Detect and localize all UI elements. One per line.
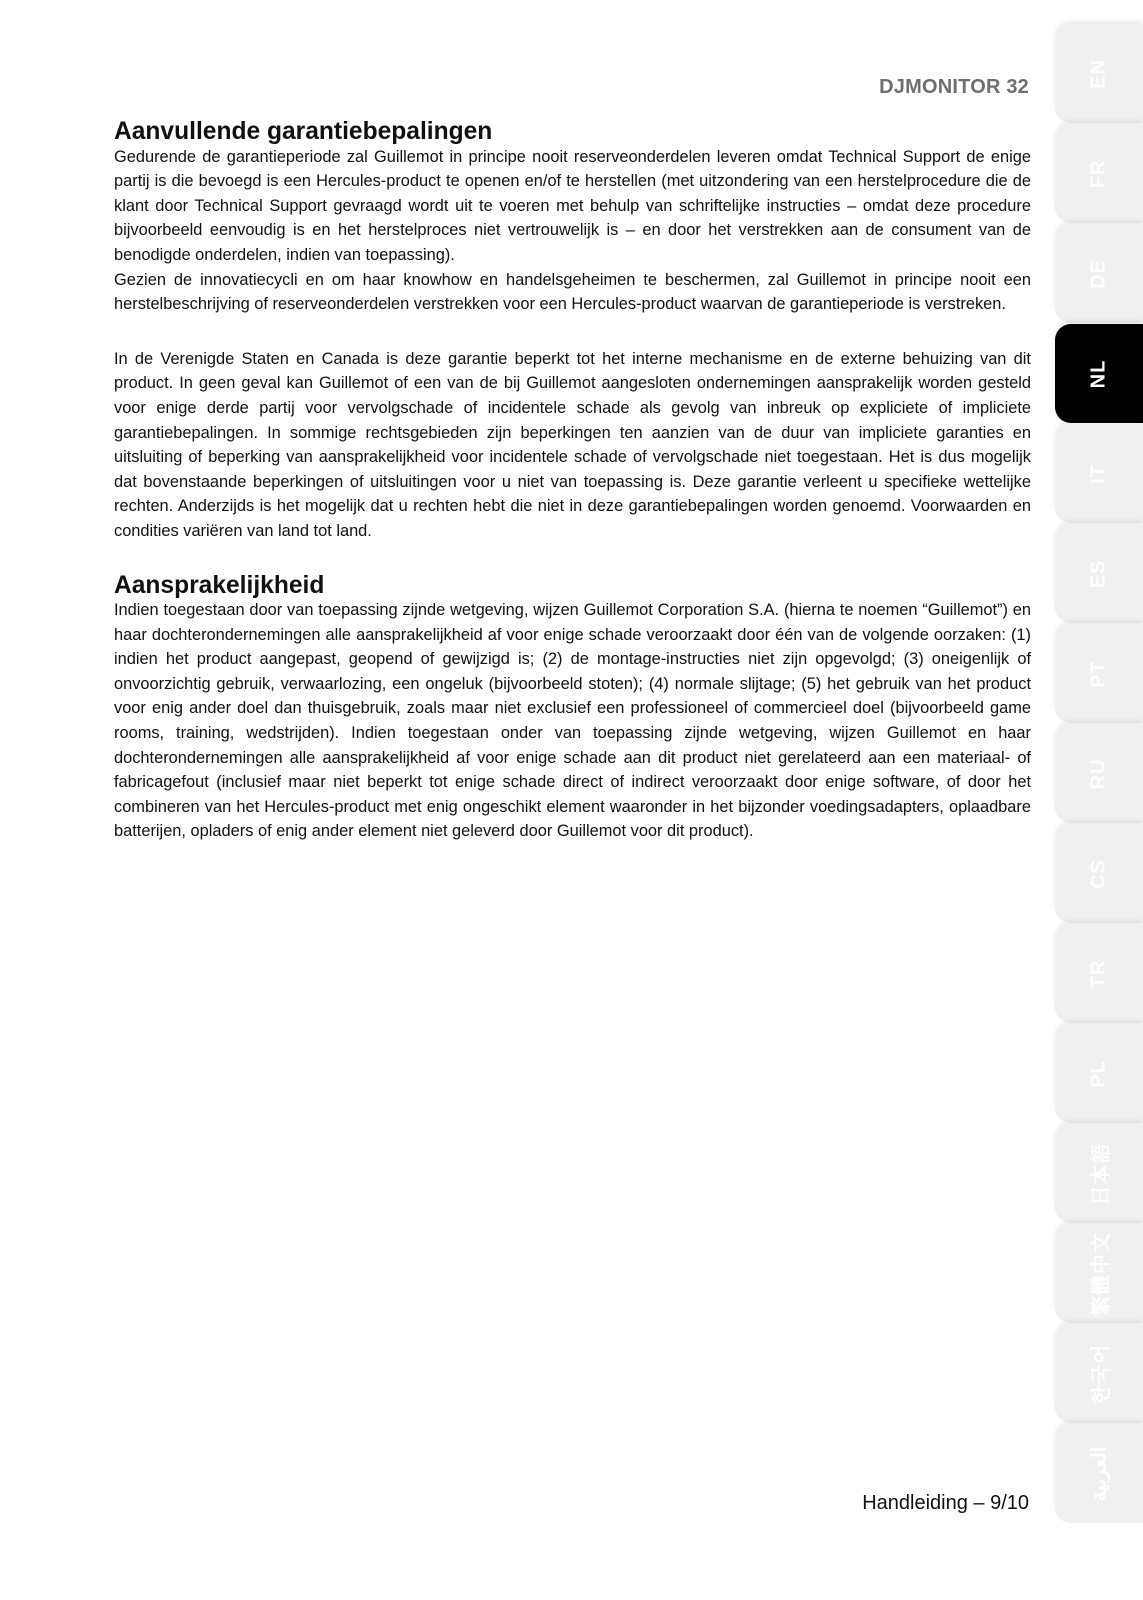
paragraph-gap	[114, 544, 1031, 574]
section-heading-additional-warranty: Aanvullende garantiebepalingen	[114, 118, 493, 145]
language-tab[interactable]	[1055, 1024, 1143, 1123]
language-tab-label: 한국어	[1090, 1343, 1113, 1404]
language-tab-label: 繁體中文	[1090, 1231, 1113, 1316]
language-tab-label: RU	[1087, 758, 1110, 789]
language-tab[interactable]	[1055, 724, 1143, 823]
section-heading-liability: Aansprakelijkheid	[114, 571, 325, 599]
paragraph: Gedurende de garantieperiode zal Guillemot in principe nooit reserveonderdelen leveren omdat Technical Support de enige partij is die bevoegd is een Hercules-product te openen en/of te herstellen (met uitzondering van een herstelprocedure die de klant door Technical Support gevraagd wordt uit te voeren met behulp van schriftelijke instructies – omdat deze procedure bijvoorbeeld eenvoudig is en het herstelproces niet vertrouwelijk is – en door het verstrekken aan de consument van de benodigde onderdelen, indien van toepassing).	[114, 147, 1031, 264]
language-tab[interactable]	[1055, 1424, 1143, 1523]
language-tab[interactable]	[1055, 224, 1143, 323]
language-tab-label: 日本語	[1090, 1142, 1113, 1205]
language-tab-label: ES	[1087, 559, 1110, 588]
language-tab[interactable]	[1055, 1124, 1143, 1223]
language-tab[interactable]	[1055, 624, 1143, 723]
paragraph: Gezien de innovatiecycli en om haar knowhow en handelsgeheimen te beschermen, zal Guillemot in principe nooit een herstelbeschrijving of reserveonderdelen verstrekken voor een Hercules-product waarvan de garantieperiode is verstreken.	[114, 270, 1031, 314]
language-tab[interactable]	[1055, 1324, 1143, 1423]
language-tab-label: TR	[1087, 959, 1110, 988]
language-tab[interactable]	[1055, 524, 1143, 623]
language-tab[interactable]	[1055, 324, 1143, 423]
language-tab-label: PT	[1087, 659, 1110, 688]
language-tab[interactable]	[1055, 824, 1143, 923]
language-tab-label: FR	[1087, 159, 1110, 188]
language-tab[interactable]	[1055, 124, 1143, 223]
paragraph: Indien toegestaan door van toepassing zijnde wetgeving, wijzen Guillemot Corporation S.A. (hierna te noemen “Guillemot”) en haar dochterondernemingen alle aansprakelijkheid af voor enige schade veroorzaakt door één van de volgende oorzaken: (1) indien het product aangepast, geopend of gewijzigd is; (2) de montage-instructies niet zijn opgevolgd; (3) oneigenlijk of onvoorzichtig gebruik, verwaarlozing, een ongeluk (bijvoorbeeld stoten); (4) normale slijtage; (5) het gebruik van het product voor enig ander doel dan thuisgebruik, zoals maar niet exclusief een professioneel of commercieel doel (bijvoorbeeld game rooms, training, wedstrijden). Indien toegestaan onder van toepassing zijnde wetgeving, wijzen Guillemot en haar dochterondernemingen alle aansprakelijkheid af voor enige schade aan dit product niet gerelateerd aan een materiaal- of fabricagefout (inclusief maar niet beperkt tot enige schade direct of indirect veroorzaakt door enige software, of door het combineren van het Hercules-product met enig ongeschikt element waaronder in het bijzonder voedingsadapters, oplaadbare batterijen, opladers of enig ander element niet geleverd door Guillemot voor dit product).	[114, 601, 1031, 841]
language-tab-label: العربية	[1088, 1446, 1111, 1501]
language-tab-label: EN	[1087, 58, 1110, 89]
language-tab-label: IT	[1087, 463, 1110, 484]
document-body	[114, 120, 1031, 844]
language-tab-label: NL	[1087, 359, 1110, 388]
paragraph-gap	[114, 317, 1031, 347]
language-tab-label: CS	[1087, 858, 1110, 889]
language-tab[interactable]	[1055, 924, 1143, 1023]
paragraph: In de Verenigde Staten en Canada is deze garantie beperkt tot het interne mechanisme en de externe behuizing van dit product. In geen geval kan Guillemot of een van de bij Guillemot aangesloten ondernemingen aansprakelijk worden gesteld voor enige derde partij voor vervolgschade of incidentele schade als gevolg van inbreuk op expliciete of impliciete garantiebepalingen. In sommige rechtsgebieden zijn beperkingen ten aanzien van de duur van impliciete garanties en uitsluiting of beperking van aansprakelijkheid voor incidentele schade of vervolgschade niet toegestaan. Het is dus mogelijk dat bovenstaande beperkingen of uitsluitingen voor u niet van toepassing is. Deze garantie verleent u specifieke wettelijke rechten. Anderzijds is het mogelijk dat u rechten hebt die niet in deze garantiebepalingen worden genoemd. Voorwaarden en condities variëren van land tot land.	[114, 349, 1031, 540]
language-tab[interactable]	[1055, 24, 1143, 123]
language-tab[interactable]	[1055, 1224, 1143, 1323]
language-tab-label: DE	[1087, 258, 1110, 289]
product-header: DJMONITOR 32	[879, 76, 1029, 98]
page-footer: Handleiding – 9/10	[862, 1492, 1029, 1514]
language-tab-label: PL	[1087, 1059, 1110, 1088]
language-tab[interactable]	[1055, 424, 1143, 523]
language-tab-strip	[1055, 24, 1143, 1558]
